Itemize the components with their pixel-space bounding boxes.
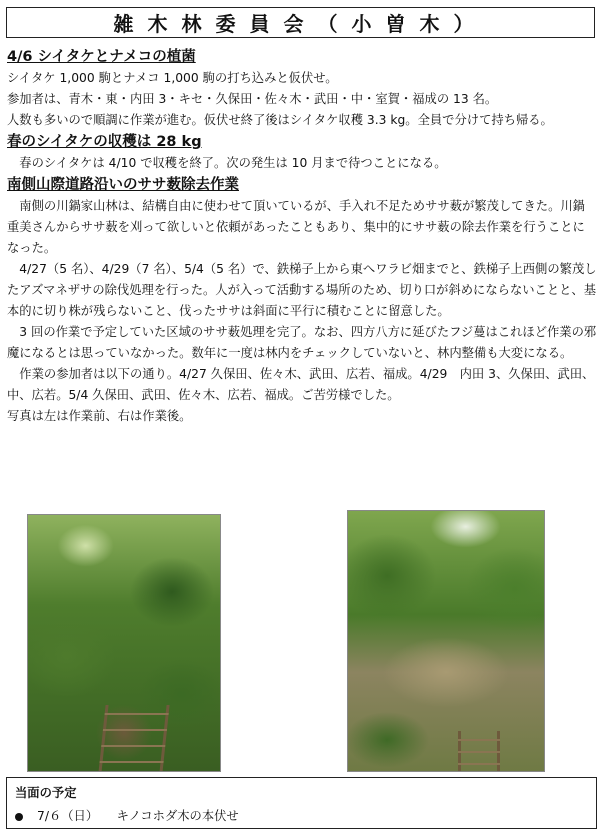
paragraph: 南側の川鍋家山林は、結構自由に使わせて頂いているが、手入れ不足ためササ薮が繁茂してきた。川鍋重美さんからササ薮を刈って欲しいと依頼があったこともあり、集中的にササ薮の除去作業を行うことになった。 <box>7 199 585 255</box>
steel-ladder-icon <box>458 731 500 772</box>
photo-before-work <box>27 514 221 772</box>
section-heading-inoculation: 4/6 シイタケとナメコの植菌 <box>7 49 196 65</box>
paragraph: 4/27（5 名）、4/29（7 名）、5/4（5 名）で、鉄梯子上から東へワラビ畑までと、鉄梯子上西側の繁茂したアズマネザサの除伐処理を行った。人が入って活動する場所のため、切り口が斜めにならないことと、基本的に切り株が残らないこと、伐ったササは斜面に平行に積むことに留意した。 <box>7 262 597 318</box>
schedule-date: 7/６（日） <box>37 809 93 823</box>
photo-after-work <box>347 510 545 772</box>
section-heading-harvest: 春のシイタケの収穫は 28 kg <box>7 134 202 150</box>
article-body <box>7 46 597 427</box>
paragraph: 写真は左は作業前、右は作業後。 <box>7 409 192 423</box>
paragraph: シイタケ 1,000 駒とナメコ 1,000 駒の打ち込みと仮伏せ。 <box>7 71 338 85</box>
schedule-event: キノコホダ木の本伏せ <box>116 809 239 823</box>
paragraph: 人数も多いので順調に作業が進む。仮伏せ終了後はシイタケ収穫 3.3 kg。全員で分けて持ち帰る。 <box>7 113 553 127</box>
schedule-title: 当面の予定 <box>15 786 77 800</box>
steel-ladder-icon <box>98 705 169 772</box>
section-heading-bamboo-removal: 南側山際道路沿いのササ薮除去作業 <box>7 177 239 193</box>
upcoming-schedule-box <box>6 777 597 829</box>
paragraph: 春のシイタケは 4/10 で収穫を終了。次の発生は 10 月まで待つことになる。 <box>19 156 447 170</box>
bullet-icon <box>15 813 23 821</box>
paragraph: 作業の参加者は以下の通り。4/27 久保田、佐々木、武田、広若、福成。4/29 内田 3、久保田、武田、中、広若。5/4 久保田、武田、佐々木、広若、福成。ご苦労様でした。 <box>7 367 595 402</box>
newsletter-title: 雑木林委員会（小曽木） <box>113 12 488 36</box>
paragraph: 参加者は、青木・東・内田 3・キセ・久保田・佐々木・武田・中・室賀・福成の 13 名。 <box>7 92 498 106</box>
newsletter-title-box <box>6 7 595 38</box>
paragraph: 3 回の作業で予定していた区域のササ薮処理を完了。なお、四方八方に延びたフジ蔓はこれほど作業の邪魔になるとは思っていなかった。数年に一度は林内をチェックしていないと、林内整備も大変になる。 <box>7 325 597 360</box>
schedule-item <box>15 806 239 824</box>
